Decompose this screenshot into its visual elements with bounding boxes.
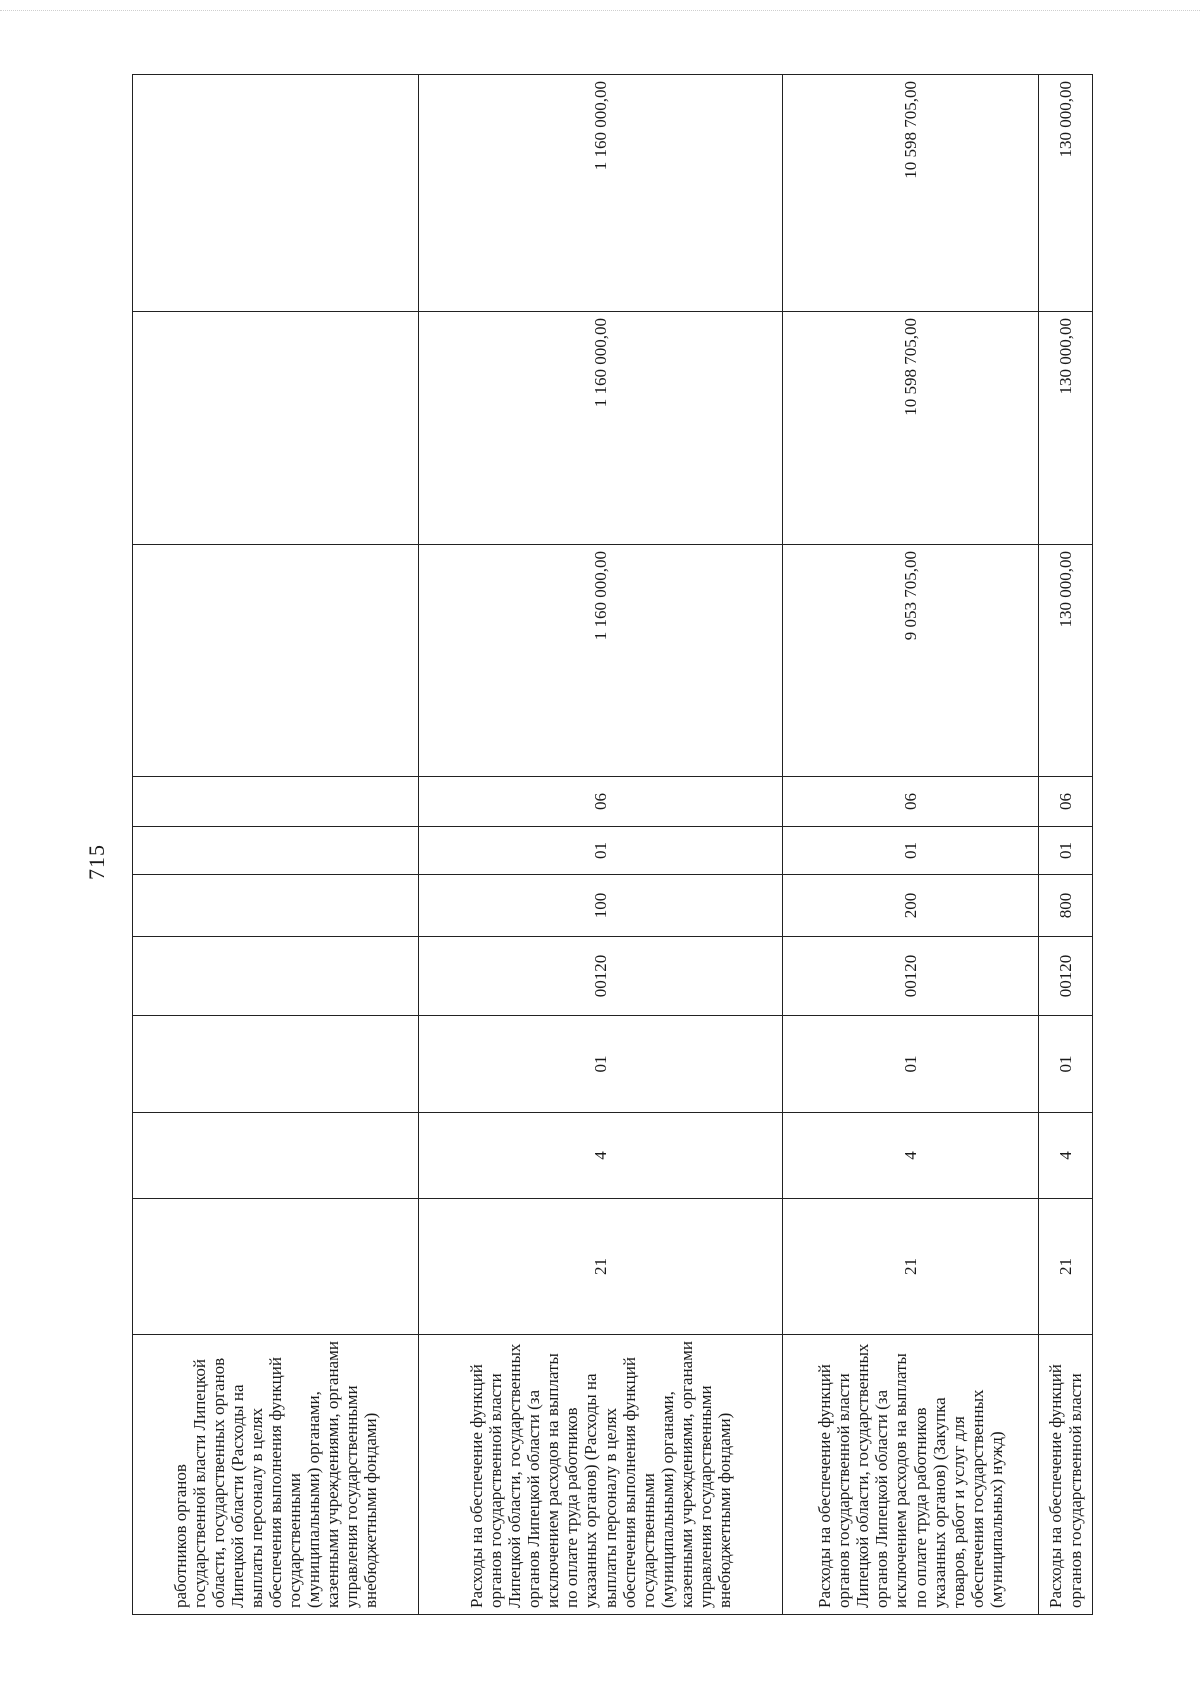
code-cell — [133, 1199, 419, 1335]
code-cell: 00120 — [419, 937, 783, 1016]
row-description: Расходы на обеспечение функций органов государственной власти — [1039, 1335, 1093, 1615]
code-cell — [133, 875, 419, 937]
code-cell: 06 — [419, 777, 783, 827]
budget-table — [132, 74, 1093, 1615]
code-cell — [133, 937, 419, 1016]
code-cell — [133, 827, 419, 875]
code-cell: 200 — [783, 875, 1039, 937]
code-cell: 00120 — [1039, 937, 1093, 1016]
code-cell: 4 — [1039, 1113, 1093, 1199]
code-cell: 100 — [419, 875, 783, 937]
table-container — [132, 75, 1092, 1615]
code-cell: 01 — [1039, 827, 1093, 875]
amount-cell: 130 000,00 — [1039, 545, 1093, 777]
code-cell: 800 — [1039, 875, 1093, 937]
code-cell: 01 — [1039, 1016, 1093, 1113]
code-cell: 4 — [419, 1113, 783, 1199]
code-cell: 21 — [1039, 1199, 1093, 1335]
code-cell: 01 — [783, 827, 1039, 875]
code-cell: 21 — [419, 1199, 783, 1335]
code-cell: 4 — [783, 1113, 1039, 1199]
table-row — [133, 75, 419, 1615]
amount-cell — [133, 545, 419, 777]
amount-cell: 1 160 000,00 — [419, 312, 783, 545]
amount-cell — [133, 312, 419, 545]
row-description: Расходы на обеспечение функций органов государственной власти Липецкой области, государственных органов Липецкой области (за исключением расходов на выплаты по оплате труда работников указанных органов) (Закупка товаров, работ и услуг для обеспечения государственных (муниципальных) нужд) — [783, 1335, 1039, 1615]
code-cell: 21 — [783, 1199, 1039, 1335]
rotated-table-frame — [132, 75, 1092, 1615]
code-cell: 00120 — [783, 937, 1039, 1016]
table-row — [419, 75, 783, 1615]
code-cell — [133, 777, 419, 827]
code-cell: 06 — [783, 777, 1039, 827]
amount-cell: 130 000,00 — [1039, 312, 1093, 545]
code-cell — [133, 1113, 419, 1199]
code-cell: 06 — [1039, 777, 1093, 827]
table-row — [783, 75, 1039, 1615]
table-row — [1039, 75, 1093, 1615]
amount-cell: 1 160 000,00 — [419, 545, 783, 777]
code-cell: 01 — [419, 827, 783, 875]
row-description: работников органов государственной власти Липецкой области, государственных органов Липецкой области (Расходы на выплаты персоналу в целях обеспечения выполнения функций государственными (муниципальными) органами, казенными учреждениями, органами управления государственными внебюджетными фондами) — [133, 1335, 419, 1615]
amount-cell: 10 598 705,00 — [783, 75, 1039, 312]
amount-cell: 9 053 705,00 — [783, 545, 1039, 777]
scan-edge — [0, 10, 1200, 11]
code-cell: 01 — [783, 1016, 1039, 1113]
page-number: 715 — [84, 844, 109, 880]
code-cell: 01 — [419, 1016, 783, 1113]
row-description: Расходы на обеспечение функций органов государственной власти Липецкой области, государственных органов Липецкой области (за исключением расходов на выплаты по оплате труда работников указанных органов) (Расходы на выплаты персоналу в целях обеспечения выполнения функций государственными (муниципальными) органами, казенными учреждениями, органами управления государственными внебюджетными фондами) — [419, 1335, 783, 1615]
amount-cell: 1 160 000,00 — [419, 75, 783, 312]
amount-cell: 10 598 705,00 — [783, 312, 1039, 545]
amount-cell: 130 000,00 — [1039, 75, 1093, 312]
amount-cell — [133, 75, 419, 312]
code-cell — [133, 1016, 419, 1113]
